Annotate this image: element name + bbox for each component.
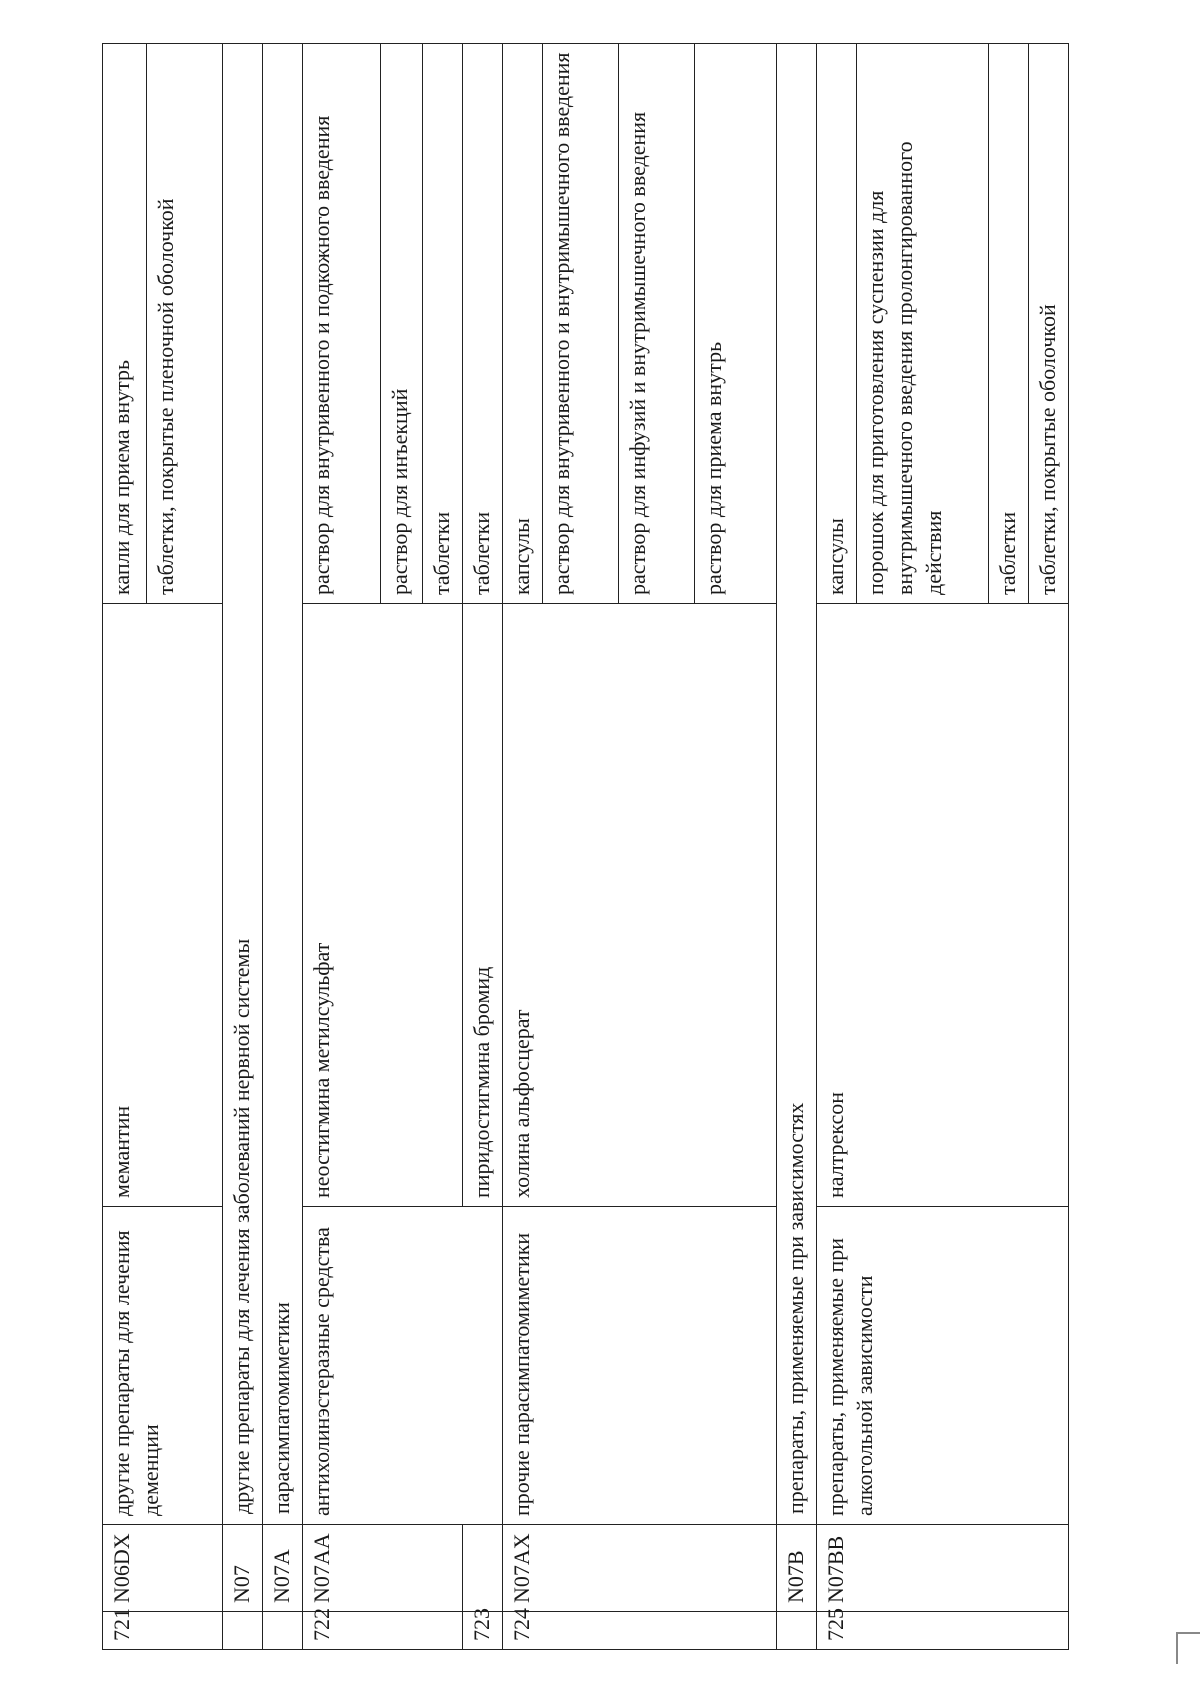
row-number xyxy=(263,1612,303,1650)
atc-code: N07BB xyxy=(817,1525,1069,1612)
atc-group: другие препараты для лечения деменции xyxy=(103,1207,223,1525)
dosage-form: капсулы xyxy=(817,44,857,604)
atc-code: N07B xyxy=(777,1525,817,1612)
dosage-form: раствор для инъекций xyxy=(381,44,423,604)
table-row xyxy=(503,44,543,1650)
atc-group: прочие парасимпатомиметики xyxy=(503,1207,777,1525)
row-number xyxy=(223,1612,263,1650)
table-row xyxy=(817,44,857,1650)
atc-code: N07 xyxy=(223,1525,263,1612)
drug-name: пиридостигмина бромид xyxy=(463,604,503,1207)
row-number: 724 xyxy=(503,1612,777,1650)
section-title: парасимпатомиметики xyxy=(263,44,303,1525)
atc-code: N07AA xyxy=(303,1525,463,1612)
row-number: 725 xyxy=(817,1612,1069,1650)
dosage-form: таблетки xyxy=(463,44,503,604)
drug-name: мемантин xyxy=(103,604,223,1207)
dosage-form: таблетки xyxy=(423,44,463,604)
drug-name: неостигмина метилсульфат xyxy=(303,604,463,1207)
dosage-form: раствор для приема внутрь xyxy=(695,44,777,604)
dosage-form: порошок для приготовления суспензии для внутримышечного введения пролонгированного действия xyxy=(857,44,989,604)
atc-group: антихолинэстеразные средства xyxy=(303,1207,503,1525)
section-row xyxy=(263,44,303,1650)
dosage-form: капли для приема внутрь xyxy=(103,44,147,604)
section-row xyxy=(223,44,263,1650)
atc-code: N06DX xyxy=(103,1525,223,1612)
row-number: 723 xyxy=(463,1612,503,1650)
dosage-form: раствор для внутривенного и внутримышечного введения xyxy=(543,44,619,604)
dosage-form: таблетки, покрытые оболочкой xyxy=(1029,44,1069,604)
drug-name: налтрексон xyxy=(817,604,1069,1207)
atc-group: препараты, применяемые при алкогольной зависимости xyxy=(817,1207,1069,1525)
row-number xyxy=(777,1612,817,1650)
atc-code: N07A xyxy=(263,1525,303,1612)
atc-code: N07AX xyxy=(503,1525,777,1612)
dosage-form: таблетки xyxy=(989,44,1029,604)
dosage-form: капсулы xyxy=(503,44,543,604)
row-number: 721 xyxy=(103,1612,223,1650)
section-row xyxy=(777,44,817,1650)
dosage-form: раствор для инфузий и внутримышечного введения xyxy=(619,44,695,604)
table-row xyxy=(103,44,147,1650)
row-number: 722 xyxy=(303,1612,463,1650)
page-corner-mark xyxy=(1176,1632,1200,1664)
section-title: препараты, применяемые при зависимостях xyxy=(777,44,817,1525)
drug-name: холина альфосцерат xyxy=(503,604,777,1207)
document-page xyxy=(102,44,1060,1650)
dosage-form: раствор для внутривенного и подкожного введения xyxy=(303,44,381,604)
table-row xyxy=(303,44,381,1650)
atc-code xyxy=(463,1525,503,1612)
dosage-form: таблетки, покрытые пленочной оболочкой xyxy=(147,44,223,604)
section-title: другие препараты для лечения заболеваний нервной системы xyxy=(223,44,263,1525)
drug-list-table xyxy=(102,43,1069,1650)
